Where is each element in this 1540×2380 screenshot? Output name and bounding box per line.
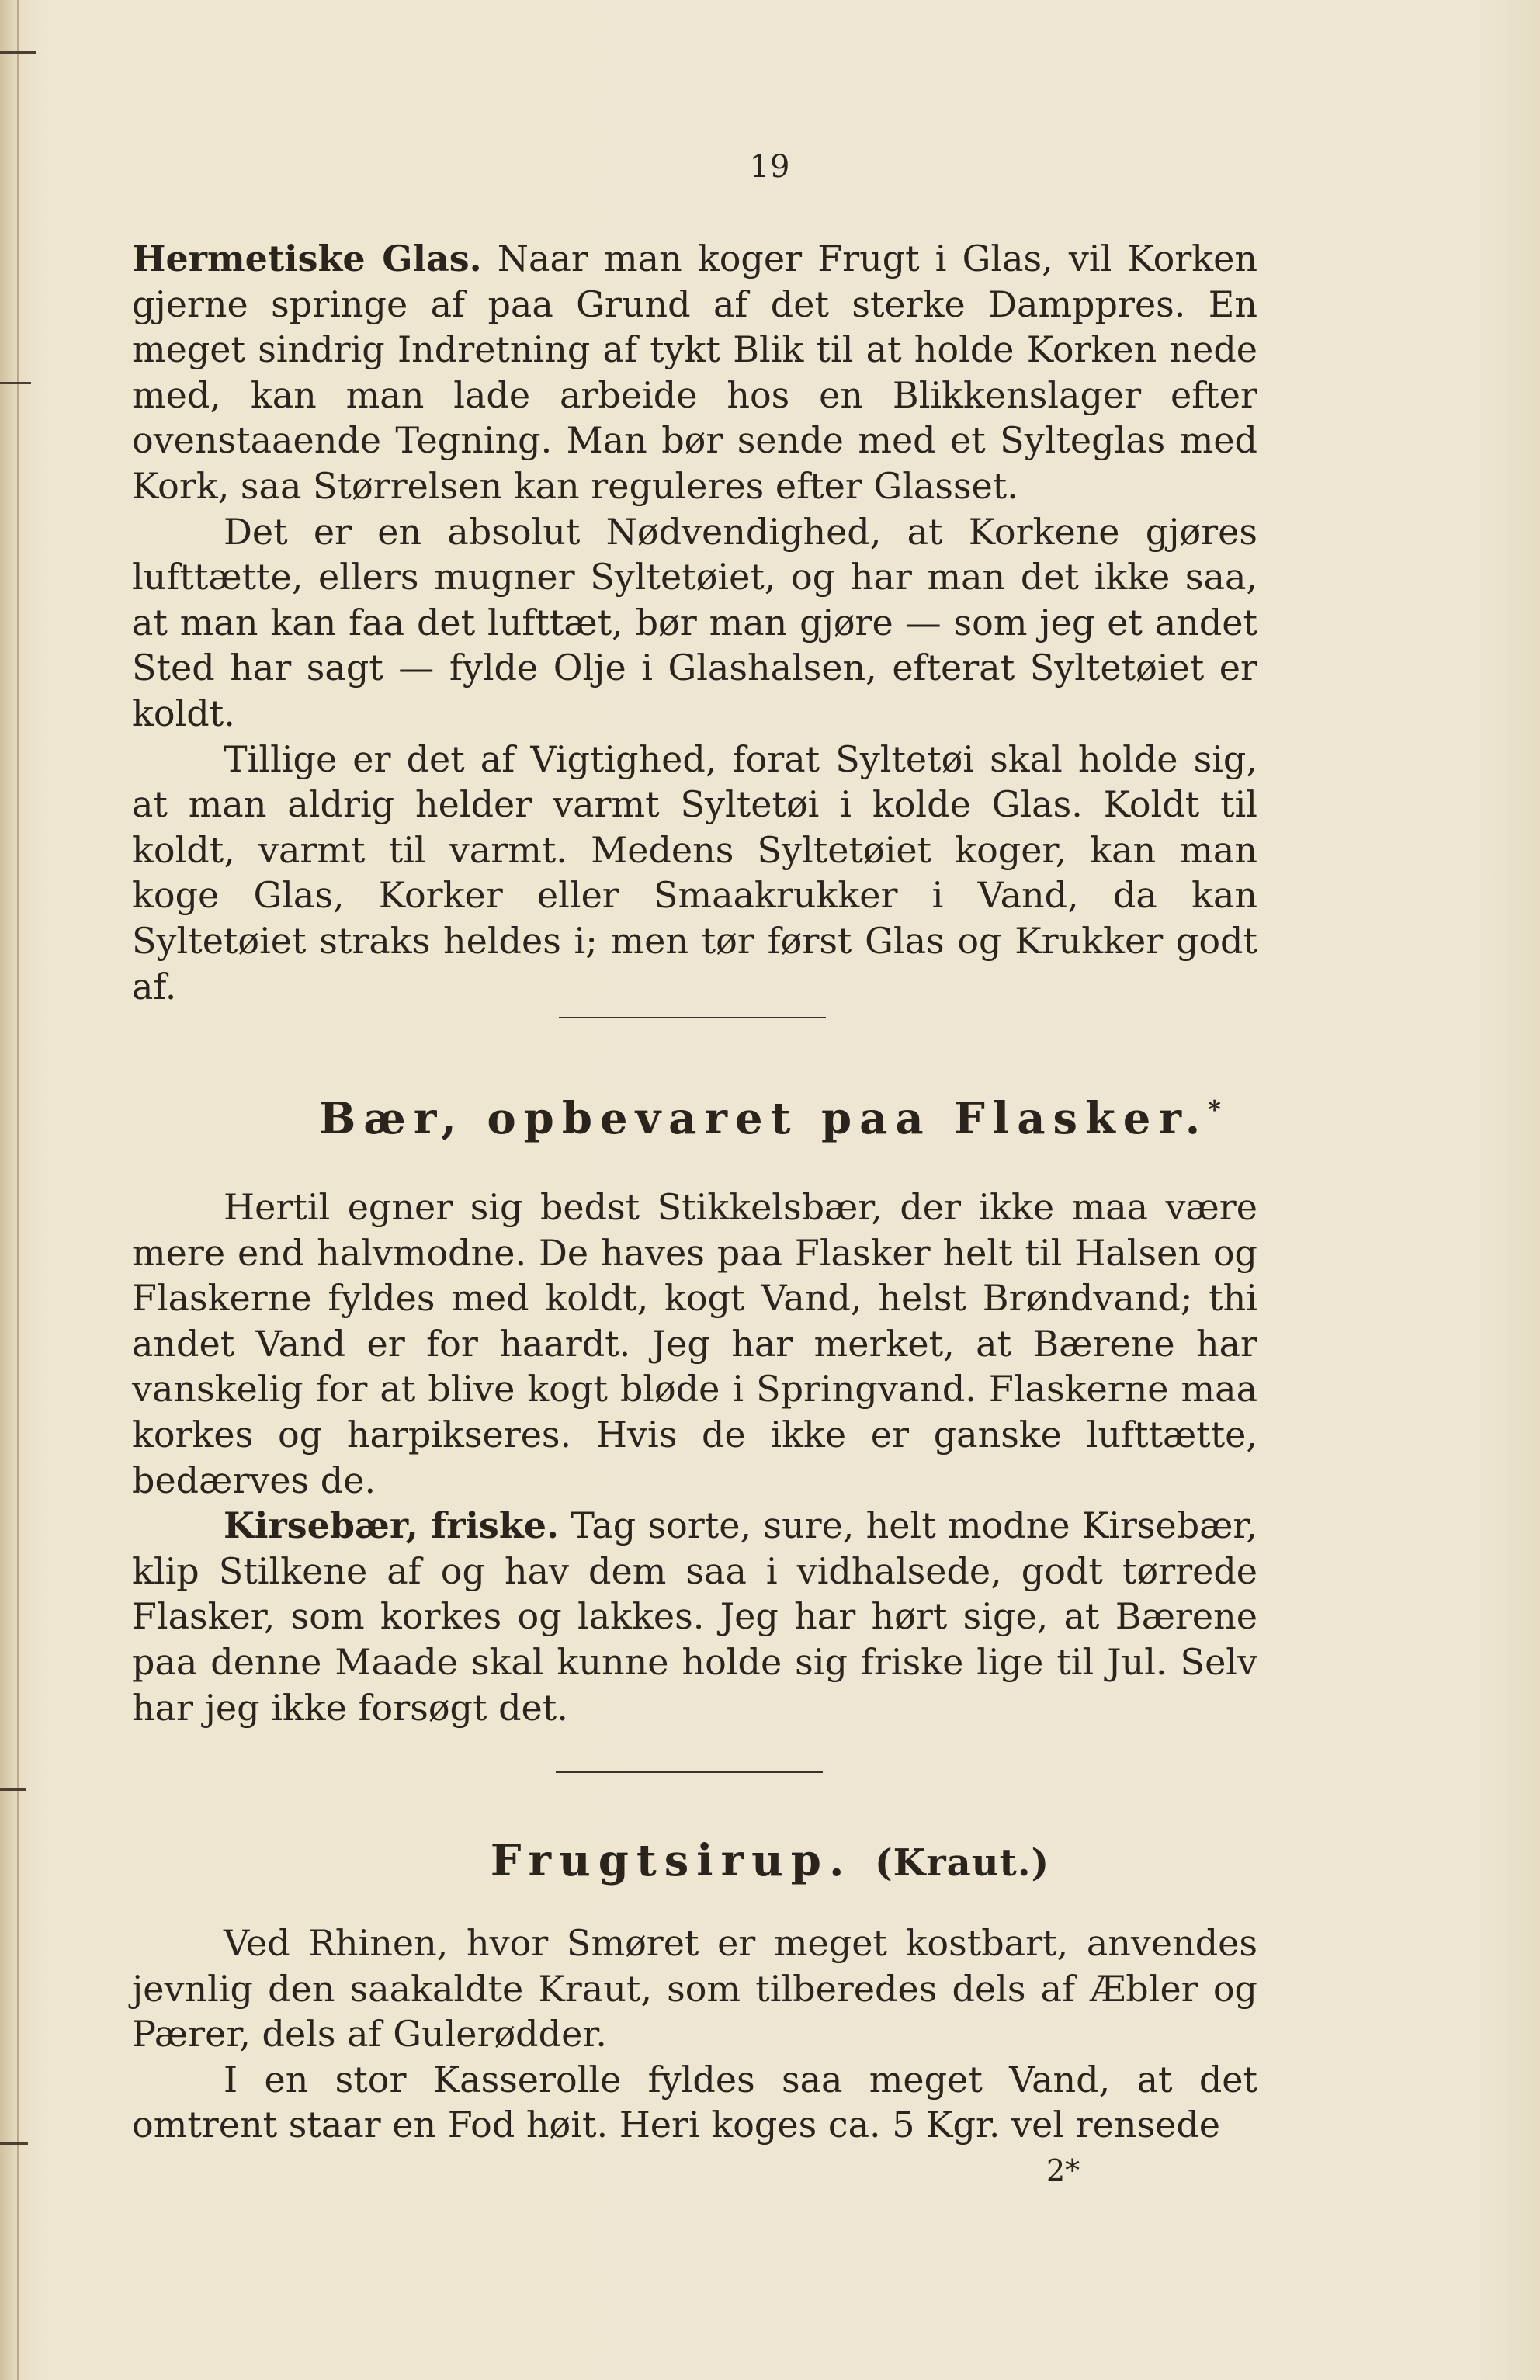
paragraph-lead: Kirsebær, friske. xyxy=(224,1504,559,1547)
paragraph xyxy=(132,1185,1257,1503)
paragraph-lead: Hermetiske Glas. xyxy=(132,238,482,279)
heading-text: Frugtsirup. xyxy=(490,1835,852,1886)
paragraph xyxy=(132,236,1257,509)
paragraph xyxy=(132,1503,1257,1730)
paragraph xyxy=(132,737,1257,1010)
paragraph-text: Ved Rhinen, hvor Smøret er meget kostbart, anvendes jevnlig den saakaldte Kraut, som tilberedes dels af Æbler og Pærer, dels af Gulerødder. xyxy=(132,1922,1257,2056)
page-binding-edge xyxy=(0,0,19,2380)
footnote-marker: * xyxy=(1208,1095,1222,1125)
printer-signature-mark: 2* xyxy=(1046,2153,1080,2187)
paragraph-text: Det er en absolut Nødvendighed, at Korkene gjøres lufttætte, ellers mugner Syltetøiet, og har man det ikke saa, at man kan faa det lufttæt, bør man gjøre — som jeg et andet Sted har sagt — fylde Olje i Glashalsen, efterat Syltetøiet er koldt. xyxy=(132,510,1257,734)
section-divider xyxy=(559,1017,826,1018)
paragraph-text: Hertil egner sig bedst Stikkelsbær, der ikke maa være mere end halvmodne. De haves paa Flasker helt til Halsen og Flaskerne fyldes med koldt, kogt Vand, helst Brøndvand; thi andet Vand er for haardt. Jeg har merket, at Bærene har vanskelig for at blive kogt bløde i Springvand. Flaskerne maa korkes og harpikseres. Hvis de ikke er ganske lufttætte, bedærves de. xyxy=(132,1186,1257,1501)
page-number: 19 xyxy=(749,149,791,185)
section-hermetiske-glas xyxy=(132,236,1257,1009)
section-divider xyxy=(556,1771,823,1773)
binding-thread-mark xyxy=(0,382,31,384)
section-heading xyxy=(0,1093,1540,1144)
binding-thread-mark xyxy=(0,51,36,54)
section-baer-opbevaret xyxy=(132,1185,1257,1730)
paragraph xyxy=(132,509,1257,737)
paragraph-text: Tag sorte, sure, helt modne Kirsebær, klip Stilkene af og hav dem saa i vidhalsede, godt tørrede Flasker, som korkes og lakkes. Jeg har hørt sige, at Bærene paa denne Maade skal kunne holde sig friske lige til Jul. Selv har jeg ikke forsøgt det. xyxy=(132,1504,1257,1729)
paragraph-text: Tillige er det af Vigtighed, forat Syltetøi skal holde sig, at man aldrig helder varmt Syltetøi i kolde Glas. Koldt til koldt, varmt til varmt. Medens Syltetøiet koger, kan man koge Glas, Korker eller Smaakrukker i Vand, da kan Syltetøiet straks heldes i; men tør først Glas og Krukker godt af. xyxy=(132,737,1257,1008)
binding-thread-mark xyxy=(0,2142,28,2145)
section-frugtsirup xyxy=(132,1920,1257,2148)
paragraph xyxy=(132,2057,1257,2148)
section-heading xyxy=(0,1835,1540,1886)
binding-thread-mark xyxy=(0,1788,26,1791)
paragraph-text: Naar man koger Frugt i Glas, vil Korken gjerne springe af paa Grund af det sterke Damppres. En meget sindrig Indretning af tykt Blik til at holde Korken nede med, kan man lade arbeide hos en Blikkenslager efter ovenstaaende Tegning. Man bør sende med et Sylteglas med Kork, saa Størrelsen kan reguleres efter Glasset. xyxy=(132,238,1257,507)
heading-subtitle: (Kraut.) xyxy=(874,1841,1050,1885)
heading-text: Bær, opbevaret paa Flasker. xyxy=(318,1093,1209,1144)
paragraph xyxy=(132,1920,1257,2057)
paragraph-text: I en stor Kasserolle fyldes saa meget Vand, at det omtrent staar en Fod høit. Heri koges ca. 5 Kgr. vel rensede xyxy=(132,2058,1257,2146)
